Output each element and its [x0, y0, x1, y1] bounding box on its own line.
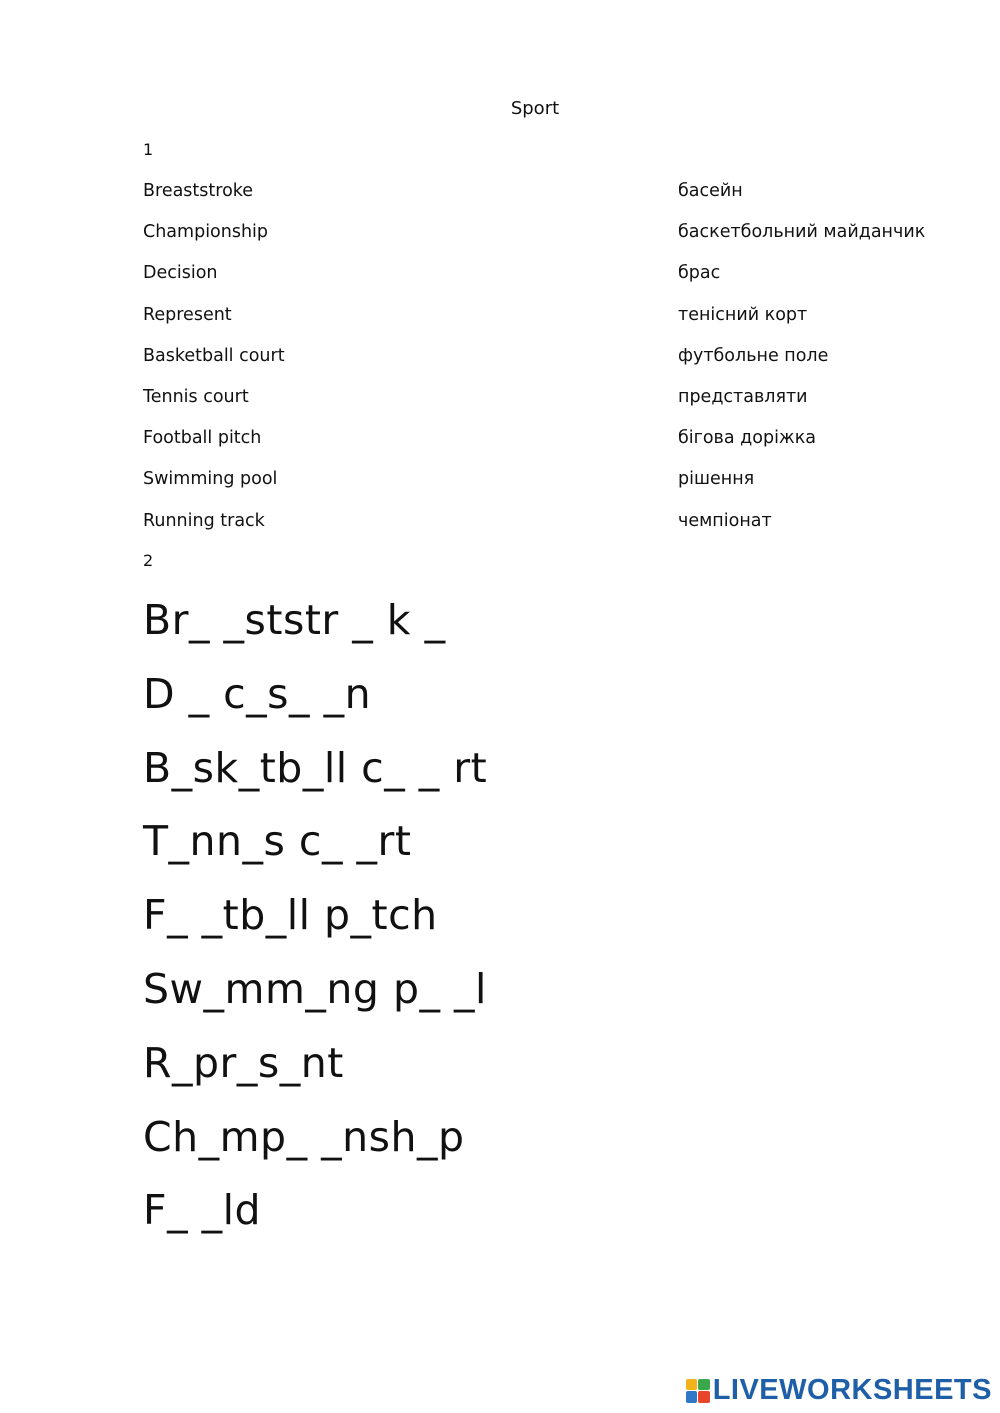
vocab-row: [143, 181, 963, 222]
ukrainian-word: тенісний корт: [678, 304, 808, 325]
vocab-row: [143, 511, 963, 552]
logo-text: LIVEWORKSHEETS: [712, 1374, 992, 1406]
ukrainian-word: футбольне поле: [678, 345, 829, 366]
gapped-word: F_ _tb_ll p_tch: [143, 891, 438, 940]
ukrainian-word: басейн: [678, 181, 743, 201]
fill-the-gaps-list: [143, 594, 843, 1258]
english-word: Represent: [143, 304, 232, 325]
english-word: Basketball court: [143, 345, 285, 366]
vocab-row: [143, 222, 963, 263]
ukrainian-word: чемпіонат: [678, 510, 772, 531]
english-word: Running track: [143, 510, 265, 531]
vocab-row: [143, 305, 963, 346]
gapped-word: Sw_mm_ng p_ _l: [143, 964, 487, 1013]
gapped-word: D _ c_s_ _n: [143, 669, 372, 718]
english-word: Tennis court: [143, 386, 249, 407]
vocabulary-matching-list: [143, 181, 963, 552]
gapped-word: F_ _ld: [143, 1186, 262, 1235]
ukrainian-word: представляти: [678, 386, 808, 407]
page-title: Sport: [510, 98, 560, 119]
gapped-word: R_pr_s_nt: [143, 1038, 344, 1087]
vocab-row: [143, 346, 963, 387]
liveworksheets-logo: [686, 1374, 992, 1407]
gapped-word: Br_ _ststr _ k _: [143, 596, 446, 644]
english-word: Championship: [143, 222, 269, 243]
english-word: Breaststroke: [143, 181, 254, 201]
vocab-row: [143, 428, 963, 469]
vocab-row: [143, 469, 963, 510]
english-word: Swimming pool: [143, 469, 278, 490]
vocab-row: [143, 263, 963, 304]
english-word: Decision: [143, 263, 218, 284]
gapped-word: B_sk_tb_ll c_ _ rt: [143, 743, 488, 792]
gapped-word: T_nn_s c_ _rt: [143, 817, 412, 866]
english-word: Football pitch: [143, 428, 262, 449]
ukrainian-word: бігова доріжка: [678, 428, 816, 449]
vocab-row: [143, 387, 963, 428]
ukrainian-word: брас: [678, 263, 721, 284]
ukrainian-word: баскетбольний майданчик: [678, 222, 926, 243]
section-2-number: 2: [143, 551, 154, 570]
section-1-number: 1: [143, 140, 154, 159]
gapped-word: Ch_mp_ _nsh_p: [143, 1112, 465, 1161]
ukrainian-word: рішення: [678, 469, 755, 490]
liveworksheets-logo-icon: [686, 1379, 710, 1403]
